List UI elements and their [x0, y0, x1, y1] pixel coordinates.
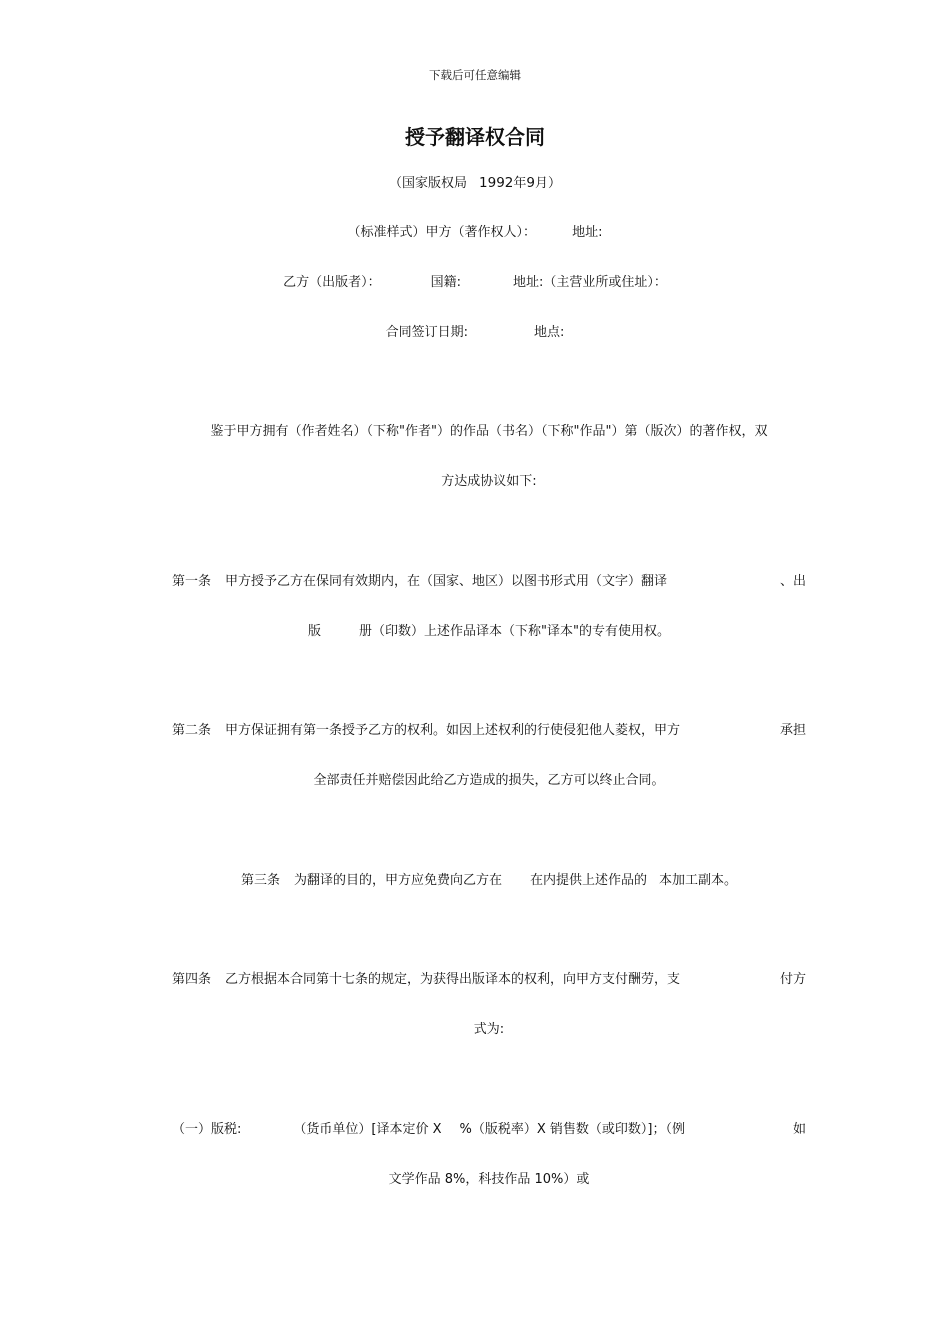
article-3-label: 第三条: [240, 873, 280, 888]
year-unit: 年: [513, 176, 527, 191]
article-1-line-1: [172, 573, 806, 591]
article-4: [172, 971, 806, 1039]
royalty-clause: [172, 1121, 806, 1189]
article-3-text-b: 在内提供上述作品的: [530, 873, 648, 888]
contract-title: 授予翻译权合同: [405, 125, 545, 149]
royalty-label: （一）版税:: [172, 1122, 242, 1137]
royalty-line-2: 文学作品 8%，科技作品 10%）或: [388, 1172, 590, 1187]
article-2-line-2: 全部责任并赔偿因此给乙方造成的损失，乙方可以终止合同。: [313, 773, 665, 788]
article-3-text-c: 本加工副本。: [659, 873, 738, 888]
issuer-line: [0, 174, 950, 193]
preamble-line-2: 方达成协议如下:: [441, 474, 537, 489]
article-1-label: 第一条: [172, 574, 212, 589]
party-b-line: [0, 274, 950, 292]
article-2-text: 甲方保证拥有第一条授予乙方的权利。如因上述权利的行使侵犯他人菱权，甲方: [225, 723, 681, 738]
royalty-formula-b: %（版税率）X 销售数（或印数）]；（例: [459, 1122, 685, 1137]
article-4-line-1: [172, 971, 806, 989]
party-b-label: 乙方（出版者）：: [283, 275, 381, 290]
article-3-line-1: [172, 872, 806, 890]
signing-date-label: 合同签订日期:: [385, 325, 468, 340]
header-note: 下载后可任意编辑: [429, 68, 521, 82]
royalty-line-1: [172, 1121, 806, 1139]
article-1: [172, 573, 806, 641]
article-2-label: 第二条: [172, 723, 212, 738]
article-4-text-end: 付方: [779, 972, 806, 987]
article-3: [172, 872, 806, 890]
party-a-label: （标准样式）甲方（著作权人）：: [347, 225, 537, 240]
article-2-line-1: [172, 722, 806, 740]
party-b-address-label: 地址:（主营业所或住址）：: [513, 275, 667, 290]
article-4-line-2: 式为:: [473, 1022, 505, 1037]
signing-place-label: 地点:: [534, 325, 565, 340]
preamble: [172, 423, 806, 491]
article-1-text: 甲方授予乙方在保同有效期内，在（国家、地区）以图书形式用（文字）翻译: [225, 574, 668, 589]
signing-line: [0, 324, 950, 342]
article-1-line-2-b: 册（印数）上述作品译本（下称"译本"的专有使用权。: [359, 624, 670, 639]
article-2-text-end: 承担: [779, 723, 806, 738]
royalty-formula-a: （货币单位）[译本定价 X: [293, 1122, 442, 1137]
party-a-address-label: 地址:: [572, 225, 603, 240]
issue-month: 9: [526, 175, 535, 191]
article-2: [172, 722, 806, 790]
article-4-label: 第四条: [172, 972, 212, 987]
article-3-text-a: 为翻译的目的，甲方应免费向乙方在: [293, 873, 502, 888]
month-unit: 月）: [534, 176, 561, 191]
article-4-text: 乙方根据本合同第十七条的规定，为获得出版译本的权利，向甲方支付酬劳，支: [225, 972, 681, 987]
royalty-text-end: 如: [792, 1122, 806, 1137]
party-b-nationality-label: 国籍:: [430, 275, 461, 290]
issuer-prefix: （国家版权局: [389, 176, 468, 191]
issue-year: 1992: [479, 175, 514, 191]
preamble-line-1: 鉴于甲方拥有（作者姓名）（下称"作者"）的作品（书名）（下称"作品"）第（版次）的著作权，双: [210, 424, 768, 439]
party-a-line: [0, 224, 950, 242]
article-1-line-2-a: 版: [308, 624, 322, 639]
article-1-line-2: [172, 623, 806, 641]
article-1-text-end: 、出: [779, 574, 806, 589]
